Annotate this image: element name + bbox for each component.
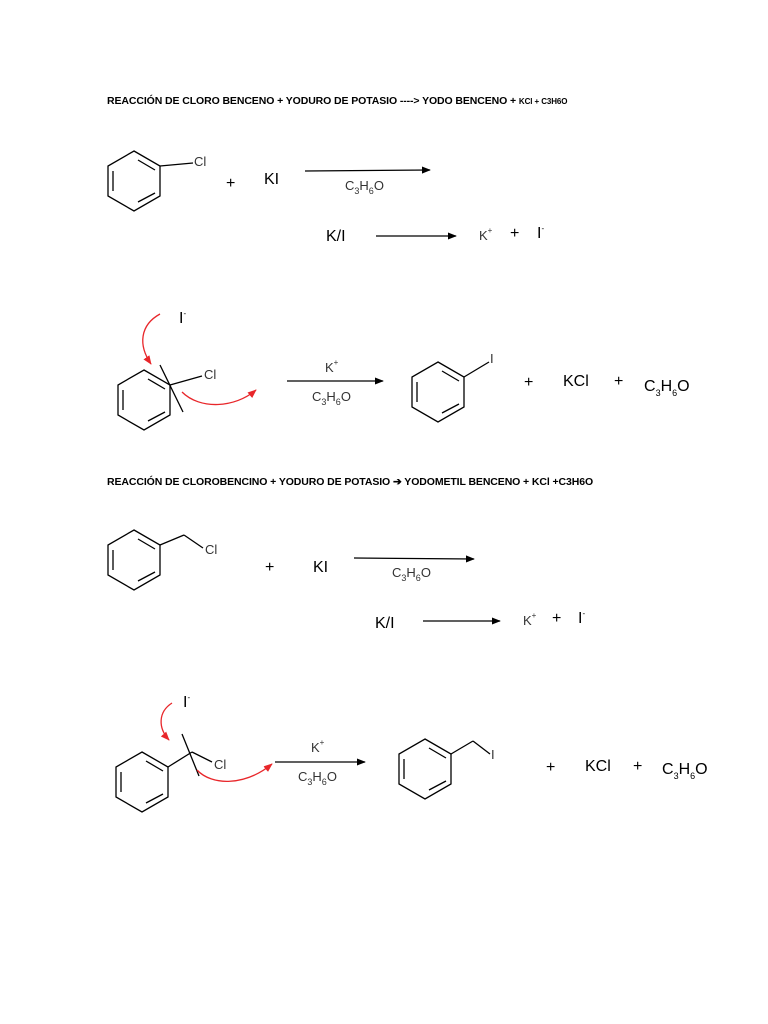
kcl-label: KCl — [585, 758, 611, 775]
k-slash-i-label: K/I — [375, 615, 395, 632]
heading-2-tail: YODOMETIL BENCENO + KCl +C3H6O — [404, 476, 594, 488]
potassium-ion — [479, 226, 493, 243]
svg-text:C3H6O: $C_3H_6O$ — [662, 761, 708, 781]
iodide-nucleophile — [179, 309, 186, 327]
cl-label: Cl — [205, 542, 218, 557]
svg-text:K+: K+ — [311, 738, 325, 755]
plus-sign: + — [546, 759, 556, 776]
iodide-ion — [537, 224, 544, 242]
svg-text:C3H6O: $C_3H_6O$ — [312, 389, 351, 407]
plus-sign: + — [614, 373, 624, 390]
benzyl-chloride-structure — [108, 530, 203, 590]
svg-text:I-: I- — [537, 224, 545, 242]
heading-1-tail: KCl + C3H6O — [518, 97, 568, 106]
plus-sign: + — [633, 758, 643, 775]
cl-label: Cl — [214, 757, 227, 772]
attack-arrow — [161, 703, 172, 740]
benzyl-chloride-intermediate — [116, 734, 212, 812]
solvent-label — [392, 565, 431, 583]
svg-text:C3H6O: $C_3H_6O$ — [644, 378, 690, 398]
svg-text:C3H6O: $C_3H_6O$ — [392, 565, 431, 583]
i-atom-label: I — [491, 747, 495, 762]
plus-sign: + — [552, 610, 562, 627]
iodide-nucleophile — [183, 693, 190, 711]
svg-text:K+: K+ — [523, 611, 537, 628]
ki-label: KI — [264, 171, 280, 188]
heading-2-main: REACCIÓN DE CLOROBENCINO + YODURO DE POTASIO — [107, 476, 391, 488]
potassium-ion — [523, 611, 537, 628]
potassium-catalyst — [311, 738, 325, 755]
cl-label: Cl — [194, 154, 207, 169]
iodide-ion — [578, 609, 585, 627]
leaving-group-arrow — [197, 764, 272, 781]
kcl-label: KCl — [563, 373, 589, 390]
svg-text:C3H6O: $C_3H_6O$ — [345, 178, 384, 196]
chlorobenzene-structure — [108, 151, 193, 211]
plus-sign: + — [524, 374, 534, 391]
attack-arrow — [143, 314, 160, 364]
ki-label: KI — [313, 559, 329, 576]
svg-text:I-: I- — [179, 309, 187, 327]
plus-sign: + — [265, 559, 275, 576]
svg-text:C3H6O: $C_3H_6O$ — [298, 769, 337, 787]
acetone-product — [644, 378, 690, 398]
benzyl-iodide-structure — [399, 739, 490, 799]
reaction-arrow — [305, 170, 430, 171]
svg-text:I-: I- — [578, 609, 586, 627]
cl-label: Cl — [204, 367, 217, 382]
svg-text:K+: K+ — [325, 358, 339, 375]
leaving-group-arrow — [182, 390, 256, 405]
heading-1-main: REACCIÓN DE CLORO BENCENO + YODURO DE POTASIO ----> YODO BENCENO + — [107, 95, 517, 107]
svg-text:K+: K+ — [479, 226, 493, 243]
heading-2-arrow: ➔ — [392, 476, 402, 488]
iodobenzene-structure — [412, 362, 489, 422]
k-slash-i-label: K/I — [326, 228, 346, 245]
solvent-label — [345, 178, 384, 196]
solvent-label — [312, 389, 351, 407]
reaction-arrow — [354, 558, 474, 559]
solvent-label — [298, 769, 337, 787]
plus-sign: + — [510, 225, 520, 242]
i-atom-label: I — [490, 351, 494, 366]
svg-text:I-: I- — [183, 693, 191, 711]
plus-sign: + — [226, 175, 236, 192]
acetone-product — [662, 761, 708, 781]
potassium-catalyst — [325, 358, 339, 375]
